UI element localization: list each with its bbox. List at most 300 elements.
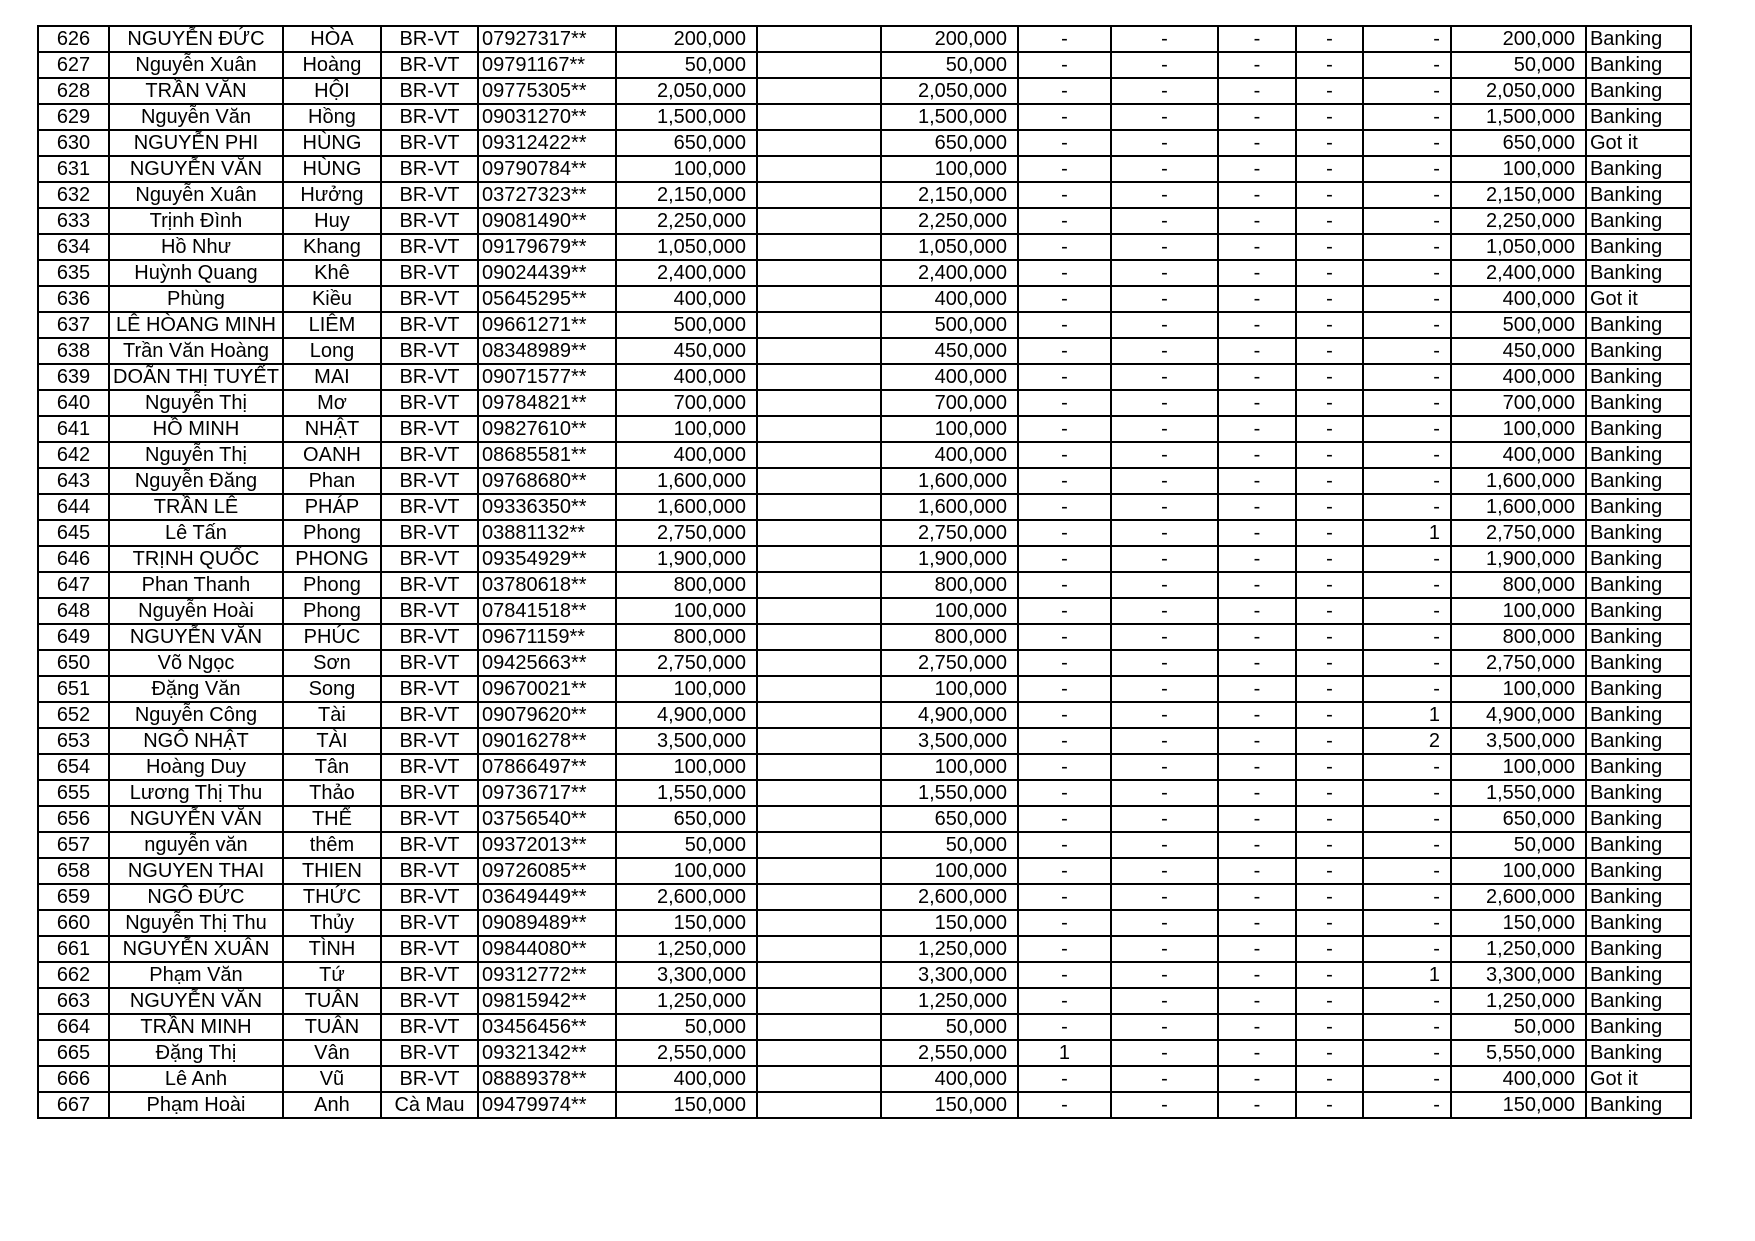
payment-method-cell: Banking	[1586, 1014, 1691, 1040]
count-cell-2: -	[1111, 52, 1218, 78]
surname-cell: TRẦN VĂN	[109, 78, 283, 104]
blank-cell	[757, 364, 881, 390]
amount-repeat-cell: 200,000	[881, 26, 1018, 52]
total-cell: 800,000	[1451, 572, 1586, 598]
count-cell-2: -	[1111, 338, 1218, 364]
count-cell-1: -	[1018, 910, 1111, 936]
surname-cell: Phạm Văn	[109, 962, 283, 988]
table-row	[38, 104, 1691, 130]
amount-cell: 150,000	[616, 910, 757, 936]
amount-repeat-cell: 700,000	[881, 390, 1018, 416]
surname-cell: Nguyễn Đăng	[109, 468, 283, 494]
count-cell-4: -	[1296, 936, 1363, 962]
row-number: 636	[38, 286, 109, 312]
province-cell: BR-VT	[381, 728, 478, 754]
row-number: 632	[38, 182, 109, 208]
count-cell-2: -	[1111, 364, 1218, 390]
amount-repeat-cell: 2,050,000	[881, 78, 1018, 104]
payment-method-cell: Banking	[1586, 754, 1691, 780]
count-cell-2: -	[1111, 442, 1218, 468]
count-cell-2: -	[1111, 312, 1218, 338]
count-cell-5: -	[1363, 260, 1451, 286]
table-row	[38, 1014, 1691, 1040]
count-cell-3: -	[1218, 676, 1296, 702]
amount-repeat-cell: 2,550,000	[881, 1040, 1018, 1066]
province-cell: BR-VT	[381, 130, 478, 156]
count-cell-1: -	[1018, 104, 1111, 130]
phone-cell: 09079620**	[478, 702, 616, 728]
payment-method-cell: Banking	[1586, 26, 1691, 52]
amount-cell: 400,000	[616, 442, 757, 468]
amount-repeat-cell: 1,600,000	[881, 494, 1018, 520]
table-row	[38, 26, 1691, 52]
row-number: 653	[38, 728, 109, 754]
count-cell-5: 1	[1363, 962, 1451, 988]
count-cell-1: -	[1018, 130, 1111, 156]
count-cell-2: -	[1111, 962, 1218, 988]
payment-method-cell: Banking	[1586, 546, 1691, 572]
total-cell: 50,000	[1451, 52, 1586, 78]
total-cell: 150,000	[1451, 910, 1586, 936]
amount-cell: 2,150,000	[616, 182, 757, 208]
blank-cell	[757, 234, 881, 260]
blank-cell	[757, 832, 881, 858]
surname-cell: NGUYỄN VĂN	[109, 988, 283, 1014]
count-cell-1: -	[1018, 390, 1111, 416]
row-number: 654	[38, 754, 109, 780]
count-cell-4: -	[1296, 26, 1363, 52]
given-name-cell: Thủy	[283, 910, 381, 936]
amount-repeat-cell: 400,000	[881, 442, 1018, 468]
amount-repeat-cell: 1,250,000	[881, 936, 1018, 962]
payment-method-cell: Banking	[1586, 520, 1691, 546]
total-cell: 3,300,000	[1451, 962, 1586, 988]
table-row	[38, 234, 1691, 260]
total-cell: 100,000	[1451, 416, 1586, 442]
blank-cell	[757, 156, 881, 182]
count-cell-5: -	[1363, 1040, 1451, 1066]
count-cell-4: -	[1296, 910, 1363, 936]
amount-cell: 3,500,000	[616, 728, 757, 754]
count-cell-2: -	[1111, 598, 1218, 624]
phone-cell: 03649449**	[478, 884, 616, 910]
row-number: 631	[38, 156, 109, 182]
count-cell-5: 2	[1363, 728, 1451, 754]
blank-cell	[757, 416, 881, 442]
row-number: 627	[38, 52, 109, 78]
count-cell-3: -	[1218, 234, 1296, 260]
blank-cell	[757, 338, 881, 364]
given-name-cell: HÙNG	[283, 156, 381, 182]
surname-cell: Huỳnh Quang	[109, 260, 283, 286]
amount-repeat-cell: 1,550,000	[881, 780, 1018, 806]
province-cell: BR-VT	[381, 26, 478, 52]
total-cell: 100,000	[1451, 676, 1586, 702]
blank-cell	[757, 598, 881, 624]
total-cell: 2,750,000	[1451, 650, 1586, 676]
phone-cell: 05645295**	[478, 286, 616, 312]
province-cell: BR-VT	[381, 832, 478, 858]
count-cell-4: -	[1296, 104, 1363, 130]
count-cell-3: -	[1218, 416, 1296, 442]
phone-cell: 09815942**	[478, 988, 616, 1014]
surname-cell: Hoàng Duy	[109, 754, 283, 780]
count-cell-5: -	[1363, 156, 1451, 182]
table-row	[38, 1066, 1691, 1092]
count-cell-4: -	[1296, 1014, 1363, 1040]
table-row	[38, 780, 1691, 806]
table-row	[38, 858, 1691, 884]
total-cell: 5,550,000	[1451, 1040, 1586, 1066]
count-cell-3: -	[1218, 884, 1296, 910]
surname-cell: HỒ MINH	[109, 416, 283, 442]
count-cell-1: -	[1018, 1066, 1111, 1092]
given-name-cell: OANH	[283, 442, 381, 468]
count-cell-3: -	[1218, 468, 1296, 494]
count-cell-4: -	[1296, 598, 1363, 624]
amount-cell: 2,750,000	[616, 520, 757, 546]
province-cell: BR-VT	[381, 364, 478, 390]
phone-cell: 09784821**	[478, 390, 616, 416]
total-cell: 1,600,000	[1451, 468, 1586, 494]
row-number: 666	[38, 1066, 109, 1092]
province-cell: BR-VT	[381, 468, 478, 494]
row-number: 641	[38, 416, 109, 442]
count-cell-1: -	[1018, 572, 1111, 598]
row-number: 662	[38, 962, 109, 988]
count-cell-2: -	[1111, 494, 1218, 520]
table-row	[38, 520, 1691, 546]
given-name-cell: Song	[283, 676, 381, 702]
amount-repeat-cell: 2,250,000	[881, 208, 1018, 234]
blank-cell	[757, 52, 881, 78]
count-cell-3: -	[1218, 208, 1296, 234]
amount-cell: 3,300,000	[616, 962, 757, 988]
amount-repeat-cell: 4,900,000	[881, 702, 1018, 728]
given-name-cell: Thảo	[283, 780, 381, 806]
given-name-cell: TÌNH	[283, 936, 381, 962]
count-cell-5: -	[1363, 130, 1451, 156]
count-cell-2: -	[1111, 806, 1218, 832]
count-cell-4: -	[1296, 650, 1363, 676]
count-cell-5: -	[1363, 338, 1451, 364]
table-row	[38, 598, 1691, 624]
count-cell-5: -	[1363, 312, 1451, 338]
amount-repeat-cell: 100,000	[881, 598, 1018, 624]
count-cell-5: -	[1363, 806, 1451, 832]
province-cell: BR-VT	[381, 104, 478, 130]
count-cell-4: -	[1296, 234, 1363, 260]
row-number: 659	[38, 884, 109, 910]
payment-method-cell: Banking	[1586, 728, 1691, 754]
count-cell-2: -	[1111, 650, 1218, 676]
count-cell-5: -	[1363, 442, 1451, 468]
blank-cell	[757, 962, 881, 988]
amount-cell: 150,000	[616, 1092, 757, 1118]
given-name-cell: HỘI	[283, 78, 381, 104]
amount-cell: 700,000	[616, 390, 757, 416]
count-cell-1: -	[1018, 702, 1111, 728]
province-cell: BR-VT	[381, 286, 478, 312]
count-cell-4: -	[1296, 312, 1363, 338]
phone-cell: 09775305**	[478, 78, 616, 104]
count-cell-3: -	[1218, 442, 1296, 468]
phone-cell: 08685581**	[478, 442, 616, 468]
count-cell-4: -	[1296, 156, 1363, 182]
given-name-cell: Phong	[283, 520, 381, 546]
surname-cell: NGÔ ĐỨC	[109, 884, 283, 910]
total-cell: 50,000	[1451, 832, 1586, 858]
table-row	[38, 390, 1691, 416]
amount-repeat-cell: 50,000	[881, 52, 1018, 78]
blank-cell	[757, 208, 881, 234]
count-cell-3: -	[1218, 650, 1296, 676]
given-name-cell: TÀI	[283, 728, 381, 754]
count-cell-3: -	[1218, 624, 1296, 650]
phone-cell: 07927317**	[478, 26, 616, 52]
province-cell: BR-VT	[381, 962, 478, 988]
phone-cell: 09768680**	[478, 468, 616, 494]
count-cell-5: -	[1363, 832, 1451, 858]
payment-method-cell: Banking	[1586, 156, 1691, 182]
count-cell-4: -	[1296, 624, 1363, 650]
row-number: 646	[38, 546, 109, 572]
count-cell-5: -	[1363, 1066, 1451, 1092]
surname-cell: TRỊNH QUỐC	[109, 546, 283, 572]
count-cell-3: -	[1218, 338, 1296, 364]
payment-method-cell: Banking	[1586, 624, 1691, 650]
count-cell-4: -	[1296, 676, 1363, 702]
total-cell: 1,900,000	[1451, 546, 1586, 572]
phone-cell: 09081490**	[478, 208, 616, 234]
phone-cell: 09031270**	[478, 104, 616, 130]
province-cell: BR-VT	[381, 780, 478, 806]
count-cell-1: -	[1018, 52, 1111, 78]
count-cell-3: -	[1218, 702, 1296, 728]
surname-cell: Lương Thị Thu	[109, 780, 283, 806]
payment-method-cell: Banking	[1586, 572, 1691, 598]
total-cell: 400,000	[1451, 286, 1586, 312]
payment-method-cell: Banking	[1586, 676, 1691, 702]
given-name-cell: Hưởng	[283, 182, 381, 208]
amount-repeat-cell: 1,900,000	[881, 546, 1018, 572]
given-name-cell: THIEN	[283, 858, 381, 884]
amount-repeat-cell: 500,000	[881, 312, 1018, 338]
count-cell-1: -	[1018, 468, 1111, 494]
total-cell: 400,000	[1451, 1066, 1586, 1092]
total-cell: 650,000	[1451, 806, 1586, 832]
row-number: 645	[38, 520, 109, 546]
table-row	[38, 312, 1691, 338]
donation-table	[37, 25, 1692, 1119]
province-cell: BR-VT	[381, 650, 478, 676]
payment-method-cell: Banking	[1586, 702, 1691, 728]
payment-method-cell: Banking	[1586, 104, 1691, 130]
surname-cell: Nguyễn Văn	[109, 104, 283, 130]
amount-repeat-cell: 400,000	[881, 1066, 1018, 1092]
given-name-cell: Long	[283, 338, 381, 364]
surname-cell: Trần Văn Hoàng	[109, 338, 283, 364]
phone-cell: 09661271**	[478, 312, 616, 338]
count-cell-3: -	[1218, 572, 1296, 598]
amount-cell: 100,000	[616, 858, 757, 884]
count-cell-4: -	[1296, 702, 1363, 728]
phone-cell: 08348989**	[478, 338, 616, 364]
count-cell-1: -	[1018, 1092, 1111, 1118]
amount-cell: 50,000	[616, 832, 757, 858]
payment-method-cell: Got it	[1586, 130, 1691, 156]
row-number: 667	[38, 1092, 109, 1118]
phone-cell: 09670021**	[478, 676, 616, 702]
count-cell-2: -	[1111, 286, 1218, 312]
count-cell-5: -	[1363, 234, 1451, 260]
row-number: 638	[38, 338, 109, 364]
payment-method-cell: Banking	[1586, 650, 1691, 676]
count-cell-1: -	[1018, 780, 1111, 806]
count-cell-4: -	[1296, 208, 1363, 234]
amount-repeat-cell: 50,000	[881, 1014, 1018, 1040]
phone-cell: 09089489**	[478, 910, 616, 936]
surname-cell: Hồ Như	[109, 234, 283, 260]
table-row	[38, 416, 1691, 442]
surname-cell: TRẦN MINH	[109, 1014, 283, 1040]
count-cell-2: -	[1111, 754, 1218, 780]
province-cell: BR-VT	[381, 442, 478, 468]
count-cell-4: -	[1296, 442, 1363, 468]
surname-cell: Phạm Hoài	[109, 1092, 283, 1118]
total-cell: 400,000	[1451, 364, 1586, 390]
given-name-cell: Vũ	[283, 1066, 381, 1092]
row-number: 661	[38, 936, 109, 962]
given-name-cell: MAI	[283, 364, 381, 390]
row-number: 644	[38, 494, 109, 520]
count-cell-4: -	[1296, 364, 1363, 390]
phone-cell: 09336350**	[478, 494, 616, 520]
amount-cell: 100,000	[616, 754, 757, 780]
surname-cell: Võ Ngọc	[109, 650, 283, 676]
amount-cell: 2,550,000	[616, 1040, 757, 1066]
phone-cell: 09024439**	[478, 260, 616, 286]
count-cell-3: -	[1218, 806, 1296, 832]
row-number: 660	[38, 910, 109, 936]
surname-cell: NGUYỄN VĂN	[109, 624, 283, 650]
count-cell-1: -	[1018, 728, 1111, 754]
count-cell-4: -	[1296, 962, 1363, 988]
surname-cell: NGUYỄN VĂN	[109, 806, 283, 832]
count-cell-5: -	[1363, 936, 1451, 962]
blank-cell	[757, 754, 881, 780]
payment-method-cell: Banking	[1586, 234, 1691, 260]
table-row	[38, 754, 1691, 780]
blank-cell	[757, 520, 881, 546]
count-cell-1: -	[1018, 442, 1111, 468]
phone-cell: 03780618**	[478, 572, 616, 598]
payment-method-cell: Banking	[1586, 598, 1691, 624]
amount-repeat-cell: 3,300,000	[881, 962, 1018, 988]
surname-cell: Nguyễn Xuân	[109, 182, 283, 208]
count-cell-3: -	[1218, 520, 1296, 546]
blank-cell	[757, 1040, 881, 1066]
count-cell-4: -	[1296, 806, 1363, 832]
amount-cell: 200,000	[616, 26, 757, 52]
count-cell-4: -	[1296, 728, 1363, 754]
table-row	[38, 546, 1691, 572]
payment-method-cell: Banking	[1586, 208, 1691, 234]
count-cell-1: -	[1018, 182, 1111, 208]
amount-repeat-cell: 1,250,000	[881, 988, 1018, 1014]
count-cell-5: -	[1363, 884, 1451, 910]
phone-cell: 09790784**	[478, 156, 616, 182]
amount-repeat-cell: 100,000	[881, 858, 1018, 884]
row-number: 629	[38, 104, 109, 130]
table-row	[38, 442, 1691, 468]
surname-cell: Nguyễn Hoài	[109, 598, 283, 624]
total-cell: 4,900,000	[1451, 702, 1586, 728]
count-cell-4: -	[1296, 780, 1363, 806]
count-cell-3: -	[1218, 1040, 1296, 1066]
amount-repeat-cell: 150,000	[881, 1092, 1018, 1118]
province-cell: BR-VT	[381, 1066, 478, 1092]
province-cell: BR-VT	[381, 78, 478, 104]
table-row	[38, 806, 1691, 832]
total-cell: 1,500,000	[1451, 104, 1586, 130]
count-cell-5: -	[1363, 988, 1451, 1014]
amount-repeat-cell: 2,400,000	[881, 260, 1018, 286]
row-number: 642	[38, 442, 109, 468]
surname-cell: NGUYỄN ĐỨC	[109, 26, 283, 52]
given-name-cell: Kiều	[283, 286, 381, 312]
table-row	[38, 208, 1691, 234]
given-name-cell: Tài	[283, 702, 381, 728]
table-row	[38, 936, 1691, 962]
amount-cell: 2,400,000	[616, 260, 757, 286]
count-cell-3: -	[1218, 104, 1296, 130]
table-row	[38, 156, 1691, 182]
surname-cell: Phùng	[109, 286, 283, 312]
payment-method-cell: Banking	[1586, 884, 1691, 910]
count-cell-4: -	[1296, 520, 1363, 546]
count-cell-3: -	[1218, 1092, 1296, 1118]
amount-cell: 2,250,000	[616, 208, 757, 234]
amount-cell: 1,550,000	[616, 780, 757, 806]
surname-cell: NGÔ NHẬT	[109, 728, 283, 754]
table-row	[38, 78, 1691, 104]
count-cell-2: -	[1111, 208, 1218, 234]
amount-repeat-cell: 400,000	[881, 286, 1018, 312]
count-cell-3: -	[1218, 910, 1296, 936]
province-cell: BR-VT	[381, 494, 478, 520]
total-cell: 2,250,000	[1451, 208, 1586, 234]
row-number: 643	[38, 468, 109, 494]
total-cell: 1,050,000	[1451, 234, 1586, 260]
count-cell-5: -	[1363, 650, 1451, 676]
payment-method-cell: Banking	[1586, 468, 1691, 494]
count-cell-4: -	[1296, 416, 1363, 442]
phone-cell: 09179679**	[478, 234, 616, 260]
count-cell-2: -	[1111, 910, 1218, 936]
phone-cell: 09312772**	[478, 962, 616, 988]
payment-method-cell: Banking	[1586, 988, 1691, 1014]
count-cell-2: -	[1111, 884, 1218, 910]
count-cell-1: -	[1018, 832, 1111, 858]
province-cell: BR-VT	[381, 234, 478, 260]
count-cell-3: -	[1218, 364, 1296, 390]
amount-repeat-cell: 1,050,000	[881, 234, 1018, 260]
count-cell-5: -	[1363, 208, 1451, 234]
blank-cell	[757, 884, 881, 910]
count-cell-4: -	[1296, 286, 1363, 312]
count-cell-5: -	[1363, 546, 1451, 572]
